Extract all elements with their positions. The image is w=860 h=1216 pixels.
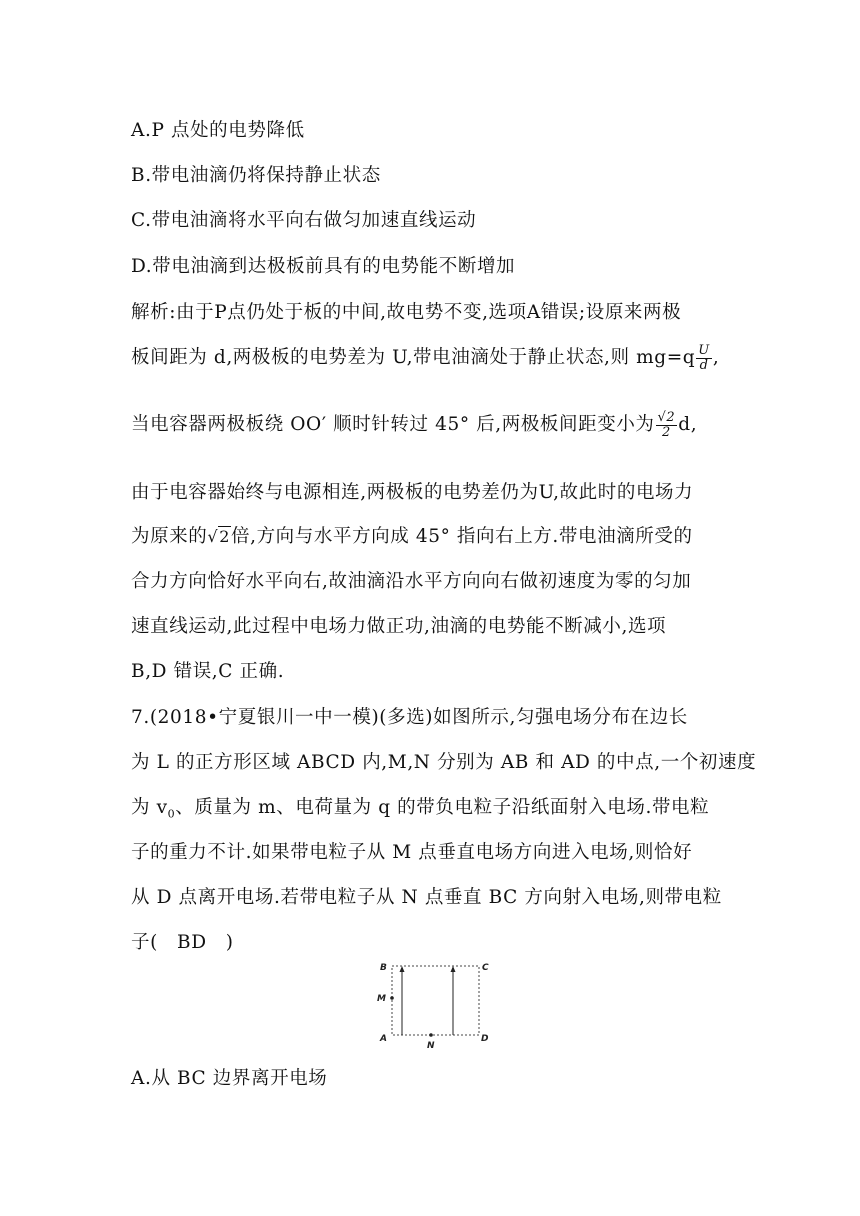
- question-7-line-3: [131, 793, 709, 821]
- fraction-denominator: 2: [661, 424, 671, 440]
- analysis-line-8: B,D 错误,C 正确.: [131, 661, 285, 682]
- option-a: A.P 点处的电势降低: [131, 120, 305, 141]
- question-7-line-2: 为 L 的正方形区域 ABCD 内,M,N 分别为 AB 和 AD 的中点,一个初速度: [131, 752, 757, 773]
- question-7-line-6: 子( BD ): [131, 932, 234, 953]
- analysis-line-5-text: 为原来的: [131, 526, 208, 547]
- fraction-numerator: √2: [657, 409, 676, 425]
- fraction-sqrt2-over-2: [656, 411, 678, 440]
- square-field-diagram: [375, 958, 490, 1050]
- label-b: B: [380, 963, 387, 973]
- analysis-line-5: [131, 522, 693, 548]
- analysis-line-2-end: ,: [712, 347, 720, 368]
- question-7-line-3-text: 为 v: [131, 797, 168, 818]
- analysis-line-3-end: d,: [678, 414, 698, 435]
- analysis-line-6: 合力方向恰好水平向右,故油滴沿水平方向向右做初速度为零的匀加: [131, 571, 692, 592]
- point-m: [390, 996, 394, 1000]
- question-7-line-3-end: 、质量为 m、电荷量为 q 的带负电粒子沿纸面射入电场.带电粒: [175, 797, 710, 818]
- analysis-line-4: 由于电容器始终与电源相连,两极板的电势差仍为U,故此时的电场力: [131, 482, 694, 503]
- analysis-line-2: [131, 343, 719, 373]
- label-d: D: [481, 1034, 489, 1044]
- fraction-u-over-d: [696, 344, 712, 373]
- question-7-line-4: 子的重力不计.如果带电粒子从 M 点垂直电场方向进入电场,则恰好: [131, 842, 693, 863]
- analysis-line-3-text: 当电容器两极板绕 OO′ 顺时针转过 45° 后,两极板间距变小为: [131, 414, 655, 435]
- analysis-line-2-text: 板间距为 d,两极板的电势差为 U,带电油滴处于静止状态,则 mg=q: [131, 347, 696, 368]
- analysis-line-1: 解析:由于P点仍处于板的中间,故电势不变,选项A错误;设原来两极: [131, 302, 682, 323]
- analysis-line-7: 速直线运动,此过程中电场力做正功,油滴的电势能不断减小,选项: [131, 616, 667, 637]
- option-c: C.带电油滴将水平向右做匀加速直线运动: [131, 210, 477, 231]
- fraction-numerator: U: [698, 342, 710, 358]
- radical-sign: √: [207, 527, 219, 546]
- option-d: D.带电油滴到达极板前具有的电势能不断增加: [131, 256, 516, 277]
- question-7-line-5: 从 D 点离开电场.若带电粒子从 N 点垂直 BC 方向射入电场,则带电粒: [131, 887, 722, 908]
- fraction-denominator: d: [699, 357, 709, 373]
- label-a: A: [380, 1034, 387, 1044]
- arrow-head-right: [451, 966, 456, 972]
- label-n: N: [427, 1041, 435, 1050]
- point-n: [429, 1033, 433, 1037]
- analysis-line-3: [131, 410, 697, 440]
- arrow-head-left: [400, 966, 405, 972]
- subscript-zero: 0: [167, 807, 176, 821]
- square-abcd: [392, 966, 479, 1035]
- question-7-option-a: A.从 BC 边界离开电场: [131, 1068, 328, 1089]
- radicand: 2: [219, 527, 230, 546]
- analysis-line-5-end: 倍,方向与水平方向成 45° 指向右上方.带电油滴所受的: [230, 526, 693, 547]
- label-m: M: [377, 994, 386, 1004]
- question-7-line-1: 7.(2018•宁夏银川一中一模)(多选)如图所示,匀强电场分布在边长: [131, 707, 688, 728]
- label-c: C: [482, 963, 489, 973]
- sqrt-2: [207, 526, 231, 546]
- option-b: B.带电油滴仍将保持静止状态: [131, 165, 381, 186]
